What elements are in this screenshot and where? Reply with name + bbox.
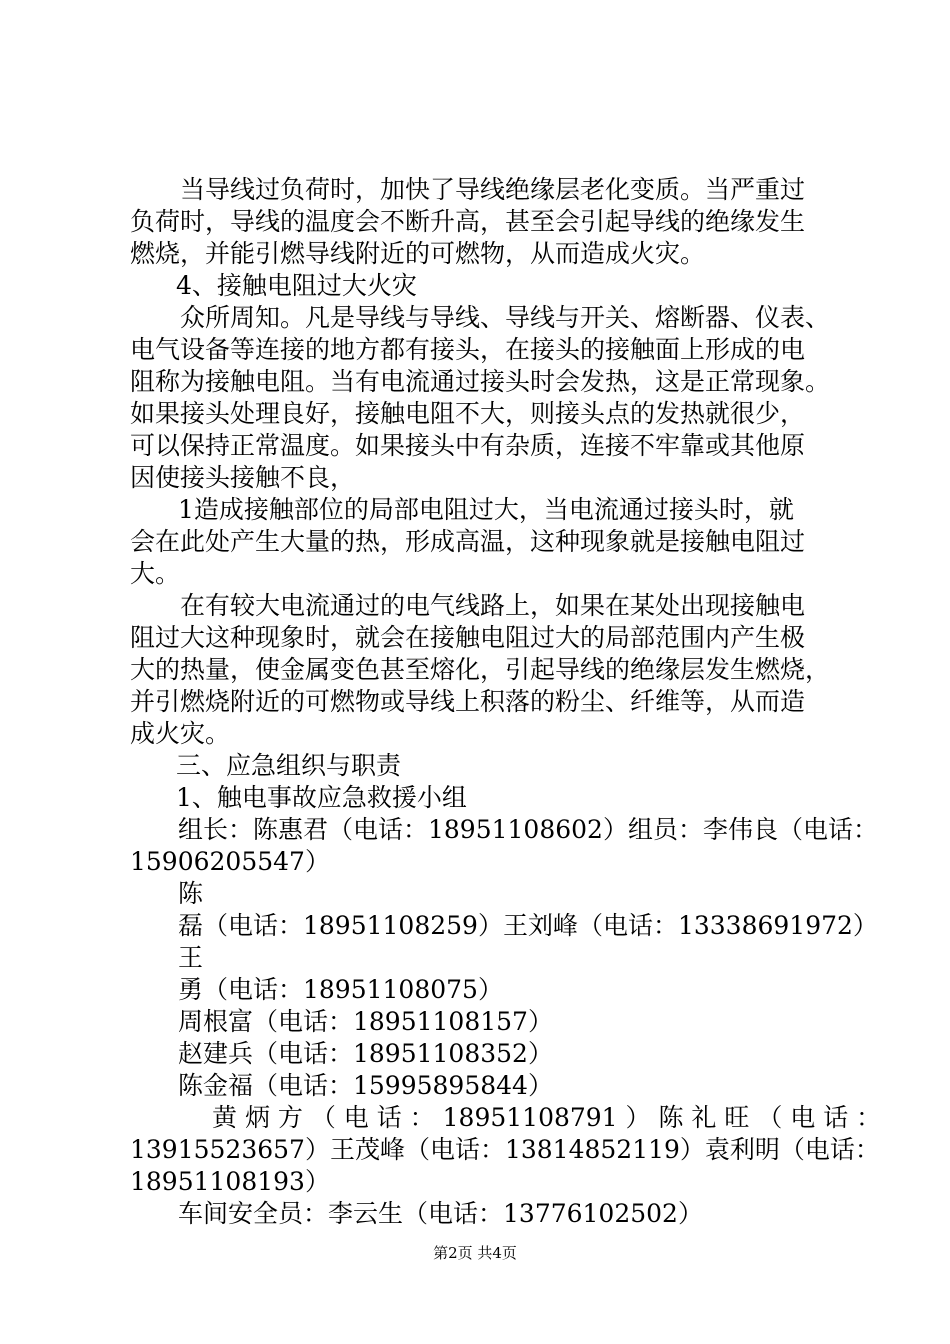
text-line: 因使接头接触不良， — [130, 463, 356, 492]
text-line: 黄 炳 方 （ 电 话 ： 18951108791 ） 陈 礼 旺 （ 电 话 ： — [212, 1103, 882, 1132]
text-line: 王 — [178, 943, 204, 972]
text-line: 如果接头处理良好，接触电阻不大，则接头点的发热就很少， — [130, 399, 806, 428]
text-line: 并引燃烧附近的可燃物或导线上积落的粉尘、纤维等，从而造 — [130, 687, 806, 716]
text-line: 会在此处产生大量的热，形成高温，这种现象就是接触电阻过 — [130, 527, 806, 556]
text-line: 15906205547） — [130, 847, 330, 876]
text-line: 1造成接触部位的局部电阻过大，当电流通过接头时，就 — [178, 495, 794, 524]
text-line: 陈金福（电话：15995895844） — [178, 1071, 553, 1100]
text-line: 赵建兵（电话：18951108352） — [178, 1039, 553, 1068]
page-footer: 第2页 共4页 — [433, 1244, 517, 1262]
text-line: 大。 — [130, 559, 181, 588]
text-line: 在有较大电流通过的电气线路上，如果在某处出现接触电 — [180, 591, 806, 620]
text-line: 阻过大这种现象时，就会在接触电阻过大的局部范围内产生极 — [130, 623, 806, 652]
text-line: 电气设备等连接的地方都有接头，在接头的接触面上形成的电 — [130, 335, 806, 364]
text-line: 组长：陈惠君（电话：18951108602）组员：李伟良（电话： — [178, 815, 878, 844]
text-line: 18951108193） — [130, 1167, 330, 1196]
section-heading: 4、接触电阻过大火灾 — [176, 271, 417, 300]
text-line: 磊（电话：18951108259）王刘峰（电话：13338691972） — [178, 911, 878, 940]
text-line: 周根富（电话：18951108157） — [178, 1007, 553, 1036]
text-line: 13915523657）王茂峰（电话：13814852119）袁利明（电话： — [130, 1135, 880, 1164]
text-line: 成火灾。 — [130, 719, 231, 748]
subsection-heading: 1、触电事故应急救援小组 — [176, 783, 467, 812]
text-line: 负荷时，导线的温度会不断升高，甚至会引起导线的绝缘发生 — [130, 207, 806, 236]
text-line: 当导线过负荷时，加快了导线绝缘层老化变质。当严重过 — [180, 175, 806, 204]
text-line: 众所周知。凡是导线与导线、导线与开关、熔断器、仪表、 — [180, 303, 831, 332]
text-line: 阻称为接触电阻。当有电流通过接头时会发热，这是正常现象。 — [130, 367, 831, 396]
text-line: 大的热量，使金属变色甚至熔化，引起导线的绝缘层发生燃烧， — [130, 655, 831, 684]
text-line: 陈 — [178, 879, 204, 908]
text-line: 燃烧，并能引燃导线附近的可燃物，从而造成火灾。 — [130, 239, 706, 268]
text-line: 勇（电话：18951108075） — [178, 975, 503, 1004]
text-line: 可以保持正常温度。如果接头中有杂质，连接不牢靠或其他原 — [130, 431, 806, 460]
text-line: 车间安全员：李云生（电话：13776102502） — [178, 1199, 703, 1228]
section-heading: 三、应急组织与职责 — [176, 751, 402, 780]
